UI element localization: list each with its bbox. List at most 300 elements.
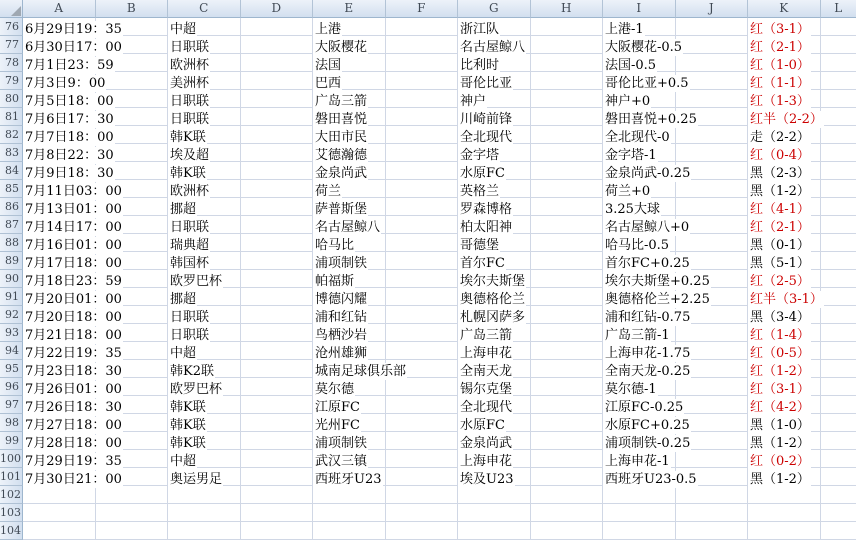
cell-result[interactable] (748, 504, 821, 522)
cell-home[interactable] (313, 324, 386, 342)
cell-empty[interactable] (386, 270, 459, 288)
cell-pick[interactable] (603, 144, 676, 162)
cell-empty[interactable] (821, 162, 856, 180)
cell-result[interactable] (748, 90, 821, 108)
cell-result[interactable] (748, 180, 821, 198)
cell-empty[interactable] (821, 324, 856, 342)
cell-league[interactable] (168, 360, 241, 378)
row-header[interactable]: 83 (0, 144, 23, 162)
cell-result[interactable] (748, 18, 821, 36)
cell-empty[interactable] (531, 468, 604, 486)
cell-home[interactable] (313, 288, 386, 306)
cell-away[interactable] (458, 270, 531, 288)
cell-result[interactable] (748, 432, 821, 450)
cell-empty[interactable] (676, 18, 749, 36)
cell-empty[interactable] (821, 450, 856, 468)
cell-away[interactable] (458, 252, 531, 270)
cell-empty[interactable] (676, 396, 749, 414)
cell-empty[interactable] (386, 324, 459, 342)
cell-home[interactable] (313, 144, 386, 162)
cell-empty[interactable] (531, 162, 604, 180)
cell-away[interactable] (458, 234, 531, 252)
cell-date[interactable] (23, 432, 96, 450)
cell-league[interactable] (168, 90, 241, 108)
row-header[interactable]: 104 (0, 522, 23, 540)
row-header[interactable]: 101 (0, 468, 23, 486)
cell-home[interactable] (313, 234, 386, 252)
row-header[interactable]: 86 (0, 198, 23, 216)
cell-date[interactable] (23, 342, 96, 360)
cell-empty[interactable] (531, 234, 604, 252)
row-header[interactable]: 87 (0, 216, 23, 234)
column-header-D[interactable]: D (241, 0, 314, 18)
row-header[interactable]: 79 (0, 72, 23, 90)
cell-empty[interactable] (821, 396, 856, 414)
cell-empty[interactable] (821, 54, 856, 72)
cell-empty[interactable] (821, 180, 856, 198)
cell-pick[interactable] (603, 270, 676, 288)
cell-result[interactable] (748, 234, 821, 252)
cell-league[interactable] (168, 198, 241, 216)
column-header-A[interactable]: A (23, 0, 96, 18)
cell-pick[interactable] (603, 432, 676, 450)
cell-pick[interactable] (603, 504, 676, 522)
cell-empty[interactable] (676, 126, 749, 144)
cell-home[interactable] (313, 54, 386, 72)
cell-empty[interactable] (386, 180, 459, 198)
cell-league[interactable] (168, 414, 241, 432)
cell-empty[interactable] (241, 36, 314, 54)
cell-empty[interactable] (676, 504, 749, 522)
cell-empty[interactable] (96, 72, 169, 90)
cell-league[interactable] (168, 36, 241, 54)
cell-result[interactable] (748, 108, 821, 126)
cell-empty[interactable] (531, 504, 604, 522)
cell-home[interactable] (313, 414, 386, 432)
cell-home[interactable] (313, 270, 386, 288)
row-header[interactable]: 96 (0, 378, 23, 396)
cell-pick[interactable] (603, 342, 676, 360)
cell-pick[interactable] (603, 378, 676, 396)
cell-empty[interactable] (241, 288, 314, 306)
row-header[interactable]: 76 (0, 18, 23, 36)
cell-empty[interactable] (676, 234, 749, 252)
cell-empty[interactable] (96, 504, 169, 522)
cell-pick[interactable] (603, 18, 676, 36)
cell-away[interactable] (458, 486, 531, 504)
cell-empty[interactable] (676, 180, 749, 198)
cell-date[interactable] (23, 522, 96, 540)
cell-empty[interactable] (821, 216, 856, 234)
cell-result[interactable] (748, 270, 821, 288)
cell-empty[interactable] (676, 90, 749, 108)
cell-empty[interactable] (531, 36, 604, 54)
cell-result[interactable] (748, 396, 821, 414)
cell-pick[interactable] (603, 90, 676, 108)
row-header[interactable]: 90 (0, 270, 23, 288)
cell-empty[interactable] (821, 108, 856, 126)
cell-empty[interactable] (531, 432, 604, 450)
cell-pick[interactable] (603, 306, 676, 324)
column-header-B[interactable]: B (96, 0, 169, 18)
cell-result[interactable] (748, 360, 821, 378)
cell-home[interactable] (313, 378, 386, 396)
cell-empty[interactable] (676, 198, 749, 216)
cell-pick[interactable] (603, 486, 676, 504)
cell-result[interactable] (748, 198, 821, 216)
cell-empty[interactable] (386, 468, 459, 486)
row-header[interactable]: 92 (0, 306, 23, 324)
cell-pick[interactable] (603, 216, 676, 234)
cell-away[interactable] (458, 306, 531, 324)
cell-empty[interactable] (241, 216, 314, 234)
cell-empty[interactable] (241, 234, 314, 252)
cell-empty[interactable] (386, 342, 459, 360)
cell-result[interactable] (748, 468, 821, 486)
cell-date[interactable] (23, 18, 96, 36)
cell-date[interactable] (23, 306, 96, 324)
cell-date[interactable] (23, 270, 96, 288)
cell-date[interactable] (23, 54, 96, 72)
row-header[interactable]: 99 (0, 432, 23, 450)
cell-empty[interactable] (386, 378, 459, 396)
cell-date[interactable] (23, 216, 96, 234)
cell-empty[interactable] (821, 342, 856, 360)
cell-result[interactable] (748, 72, 821, 90)
row-header[interactable]: 95 (0, 360, 23, 378)
cell-result[interactable] (748, 378, 821, 396)
cell-league[interactable] (168, 342, 241, 360)
cell-away[interactable] (458, 90, 531, 108)
row-header[interactable]: 89 (0, 252, 23, 270)
cell-empty[interactable] (821, 90, 856, 108)
cell-pick[interactable] (603, 234, 676, 252)
cell-date[interactable] (23, 180, 96, 198)
cell-empty[interactable] (386, 18, 459, 36)
cell-empty[interactable] (241, 522, 314, 540)
cell-date[interactable] (23, 396, 96, 414)
cell-away[interactable] (458, 324, 531, 342)
cell-empty[interactable] (821, 72, 856, 90)
cell-empty[interactable] (241, 90, 314, 108)
cell-empty[interactable] (241, 504, 314, 522)
column-header-L[interactable]: L (821, 0, 856, 18)
cell-empty[interactable] (386, 126, 459, 144)
row-header[interactable]: 84 (0, 162, 23, 180)
cell-date[interactable] (23, 486, 96, 504)
column-header-K[interactable]: K (748, 0, 821, 18)
cell-home[interactable] (313, 360, 386, 378)
cell-pick[interactable] (603, 126, 676, 144)
cell-empty[interactable] (241, 126, 314, 144)
cell-empty[interactable] (386, 36, 459, 54)
cell-away[interactable] (458, 414, 531, 432)
cell-result[interactable] (748, 144, 821, 162)
cell-empty[interactable] (821, 306, 856, 324)
cell-date[interactable] (23, 198, 96, 216)
cell-empty[interactable] (821, 468, 856, 486)
cell-away[interactable] (458, 54, 531, 72)
cell-pick[interactable] (603, 324, 676, 342)
cell-empty[interactable] (96, 486, 169, 504)
cell-league[interactable] (168, 180, 241, 198)
cell-empty[interactable] (241, 54, 314, 72)
cell-empty[interactable] (531, 450, 604, 468)
cell-result[interactable] (748, 252, 821, 270)
cell-away[interactable] (458, 72, 531, 90)
row-header[interactable]: 91 (0, 288, 23, 306)
cell-league[interactable] (168, 450, 241, 468)
cell-empty[interactable] (821, 360, 856, 378)
cell-empty[interactable] (241, 486, 314, 504)
cell-empty[interactable] (821, 144, 856, 162)
cell-away[interactable] (458, 468, 531, 486)
cell-empty[interactable] (241, 342, 314, 360)
cell-empty[interactable] (531, 414, 604, 432)
cell-home[interactable] (313, 36, 386, 54)
cell-empty[interactable] (386, 54, 459, 72)
cell-home[interactable] (313, 252, 386, 270)
cell-empty[interactable] (821, 378, 856, 396)
cell-empty[interactable] (531, 288, 604, 306)
cell-pick[interactable] (603, 54, 676, 72)
cell-empty[interactable] (386, 450, 459, 468)
cell-empty[interactable] (241, 72, 314, 90)
row-header[interactable]: 102 (0, 486, 23, 504)
row-header[interactable]: 94 (0, 342, 23, 360)
cell-league[interactable] (168, 54, 241, 72)
cell-home[interactable] (313, 468, 386, 486)
cell-home[interactable] (313, 180, 386, 198)
cell-pick[interactable] (603, 396, 676, 414)
cell-empty[interactable] (386, 198, 459, 216)
cell-away[interactable] (458, 162, 531, 180)
cell-away[interactable] (458, 108, 531, 126)
cell-empty[interactable] (821, 126, 856, 144)
cell-league[interactable] (168, 270, 241, 288)
cell-away[interactable] (458, 360, 531, 378)
cell-empty[interactable] (676, 324, 749, 342)
cell-date[interactable] (23, 252, 96, 270)
cell-empty[interactable] (386, 108, 459, 126)
cell-empty[interactable] (676, 36, 749, 54)
cell-empty[interactable] (531, 90, 604, 108)
cell-empty[interactable] (386, 234, 459, 252)
cell-league[interactable] (168, 234, 241, 252)
row-header[interactable]: 100 (0, 450, 23, 468)
cell-date[interactable] (23, 324, 96, 342)
cell-away[interactable] (458, 126, 531, 144)
cell-empty[interactable] (386, 504, 459, 522)
cell-empty[interactable] (386, 252, 459, 270)
cell-empty[interactable] (386, 162, 459, 180)
column-header-G[interactable]: G (458, 0, 531, 18)
cell-empty[interactable] (96, 522, 169, 540)
cell-empty[interactable] (531, 198, 604, 216)
row-header[interactable]: 77 (0, 36, 23, 54)
cell-empty[interactable] (241, 270, 314, 288)
cell-empty[interactable] (241, 18, 314, 36)
cell-empty[interactable] (531, 216, 604, 234)
cell-empty[interactable] (821, 486, 856, 504)
cell-away[interactable] (458, 432, 531, 450)
cell-result[interactable] (748, 36, 821, 54)
cell-empty[interactable] (386, 486, 459, 504)
cell-empty[interactable] (241, 378, 314, 396)
cell-away[interactable] (458, 36, 531, 54)
cell-date[interactable] (23, 72, 96, 90)
cell-empty[interactable] (531, 324, 604, 342)
cell-date[interactable] (23, 450, 96, 468)
column-header-F[interactable]: F (386, 0, 459, 18)
cell-empty[interactable] (676, 144, 749, 162)
cell-empty[interactable] (241, 162, 314, 180)
cell-league[interactable] (168, 504, 241, 522)
cell-home[interactable] (313, 504, 386, 522)
cell-away[interactable] (458, 216, 531, 234)
cell-empty[interactable] (386, 306, 459, 324)
cell-league[interactable] (168, 306, 241, 324)
cell-empty[interactable] (821, 234, 856, 252)
cell-league[interactable] (168, 288, 241, 306)
cell-league[interactable] (168, 432, 241, 450)
cell-empty[interactable] (386, 414, 459, 432)
cell-empty[interactable] (531, 306, 604, 324)
cell-result[interactable] (748, 324, 821, 342)
cell-date[interactable] (23, 90, 96, 108)
cell-empty[interactable] (821, 288, 856, 306)
cell-result[interactable] (748, 54, 821, 72)
cell-home[interactable] (313, 486, 386, 504)
cell-empty[interactable] (241, 324, 314, 342)
cell-empty[interactable] (531, 270, 604, 288)
cell-result[interactable] (748, 216, 821, 234)
cell-empty[interactable] (386, 522, 459, 540)
cell-league[interactable] (168, 18, 241, 36)
cell-pick[interactable] (603, 72, 676, 90)
row-header[interactable]: 97 (0, 396, 23, 414)
cell-away[interactable] (458, 342, 531, 360)
cell-home[interactable] (313, 126, 386, 144)
cell-empty[interactable] (531, 252, 604, 270)
cell-league[interactable] (168, 216, 241, 234)
cell-empty[interactable] (676, 486, 749, 504)
cell-home[interactable] (313, 342, 386, 360)
cell-empty[interactable] (821, 36, 856, 54)
cell-empty[interactable] (241, 360, 314, 378)
cell-league[interactable] (168, 324, 241, 342)
cell-home[interactable] (313, 18, 386, 36)
cell-date[interactable] (23, 162, 96, 180)
cell-league[interactable] (168, 126, 241, 144)
row-header[interactable]: 93 (0, 324, 23, 342)
cell-pick[interactable] (603, 522, 676, 540)
cell-away[interactable] (458, 288, 531, 306)
cell-empty[interactable] (386, 432, 459, 450)
cell-home[interactable] (313, 432, 386, 450)
cell-result[interactable] (748, 306, 821, 324)
cell-empty[interactable] (531, 396, 604, 414)
cell-result[interactable] (748, 288, 821, 306)
cell-empty[interactable] (821, 270, 856, 288)
cell-result[interactable] (748, 522, 821, 540)
cell-empty[interactable] (241, 468, 314, 486)
cell-empty[interactable] (531, 378, 604, 396)
cell-pick[interactable] (603, 198, 676, 216)
cell-empty[interactable] (241, 396, 314, 414)
cell-empty[interactable] (241, 144, 314, 162)
row-header[interactable]: 88 (0, 234, 23, 252)
cell-away[interactable] (458, 396, 531, 414)
cell-pick[interactable] (603, 450, 676, 468)
cell-empty[interactable] (241, 180, 314, 198)
cell-away[interactable] (458, 522, 531, 540)
cell-league[interactable] (168, 108, 241, 126)
cell-empty[interactable] (241, 432, 314, 450)
cell-pick[interactable] (603, 252, 676, 270)
cell-empty[interactable] (821, 432, 856, 450)
cell-league[interactable] (168, 378, 241, 396)
cell-league[interactable] (168, 162, 241, 180)
cell-pick[interactable] (603, 180, 676, 198)
cell-empty[interactable] (386, 288, 459, 306)
row-header[interactable]: 85 (0, 180, 23, 198)
select-all-button[interactable] (0, 0, 23, 18)
row-header[interactable]: 98 (0, 414, 23, 432)
cell-away[interactable] (458, 450, 531, 468)
column-header-I[interactable]: I (603, 0, 676, 18)
cell-away[interactable] (458, 144, 531, 162)
cell-empty[interactable] (531, 360, 604, 378)
cell-empty[interactable] (386, 396, 459, 414)
cell-empty[interactable] (531, 144, 604, 162)
cell-result[interactable] (748, 414, 821, 432)
cell-pick[interactable] (603, 360, 676, 378)
cell-empty[interactable] (241, 450, 314, 468)
cell-league[interactable] (168, 468, 241, 486)
cell-league[interactable] (168, 252, 241, 270)
column-header-C[interactable]: C (168, 0, 241, 18)
cell-league[interactable] (168, 486, 241, 504)
cell-empty[interactable] (241, 306, 314, 324)
cell-pick[interactable] (603, 468, 676, 486)
cell-pick[interactable] (603, 288, 676, 306)
cell-empty[interactable] (531, 126, 604, 144)
cell-empty[interactable] (241, 108, 314, 126)
cell-date[interactable] (23, 378, 96, 396)
cell-empty[interactable] (531, 486, 604, 504)
row-header[interactable]: 80 (0, 90, 23, 108)
column-header-J[interactable]: J (676, 0, 749, 18)
row-header[interactable]: 78 (0, 54, 23, 72)
cell-empty[interactable] (676, 450, 749, 468)
cell-empty[interactable] (821, 522, 856, 540)
cell-empty[interactable] (531, 18, 604, 36)
cell-home[interactable] (313, 522, 386, 540)
cell-date[interactable] (23, 108, 96, 126)
cell-date[interactable] (23, 360, 96, 378)
cell-home[interactable] (313, 162, 386, 180)
column-header-H[interactable]: H (531, 0, 604, 18)
cell-result[interactable] (748, 162, 821, 180)
cell-empty[interactable] (531, 522, 604, 540)
cell-empty[interactable] (821, 252, 856, 270)
cell-empty[interactable] (821, 18, 856, 36)
cell-empty[interactable] (386, 90, 459, 108)
cell-home[interactable] (313, 72, 386, 90)
cell-empty[interactable] (676, 54, 749, 72)
cell-pick[interactable] (603, 36, 676, 54)
